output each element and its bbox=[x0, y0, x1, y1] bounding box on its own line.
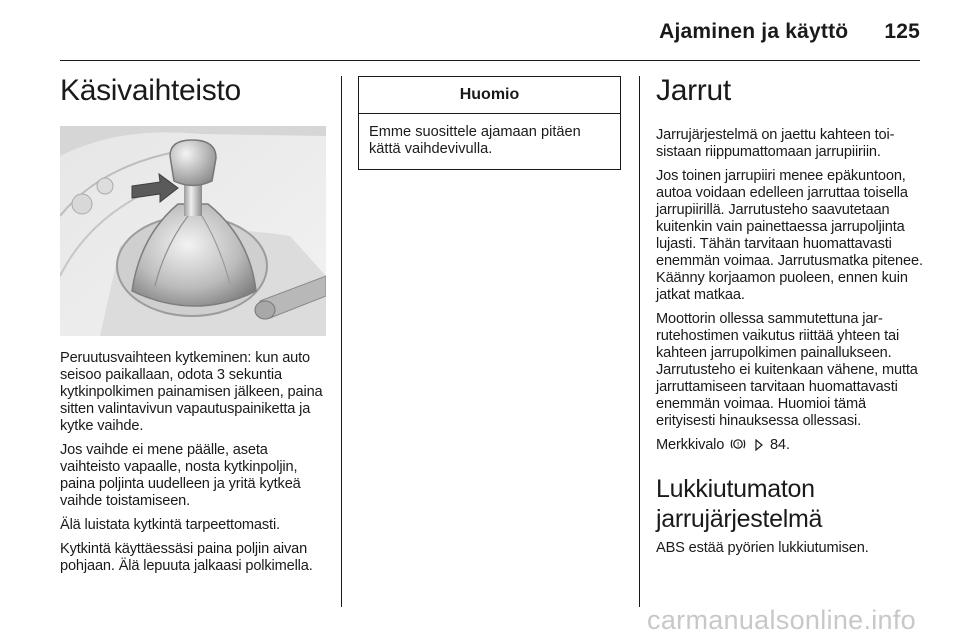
paragraph: Jos vaihde ei mene päälle, aseta vaihteisto vapaalle, nosta kytkinpoljin, paina poljinta uudelleen ja yritä kytkeä vaihde toistamiseen. bbox=[60, 442, 301, 509]
brake-warning-icon bbox=[730, 437, 746, 456]
paragraph: Kytkintä käyttäessäsi paina poljin aivan pohjaan. Älä lepuuta jalkaasi polkimella. bbox=[60, 541, 313, 574]
paragraph: Peruutusvaihteen kytkeminen: kun auto seisoo paikallaan, odota 3 sekuntia kytkinpolkimen painamisen jälkeen, paina sitten valintavivun vapautuspainiketta ja kytke vaihde. bbox=[60, 350, 323, 434]
section-title-abs: Lukkiutumaton jarrujärjestelmä bbox=[656, 475, 823, 533]
paragraph: Jarrujärjestelmä on jaettu kahteen toisistaan riippumattomaan jarrupiiriin. bbox=[656, 127, 895, 160]
middle-column bbox=[358, 74, 621, 170]
page-number: 125 bbox=[884, 20, 920, 43]
column-divider-right bbox=[639, 76, 640, 607]
page-header bbox=[659, 20, 920, 44]
paragraph: ABS estää pyörien lukkiutumisen. bbox=[656, 540, 869, 556]
reference-page[interactable]: 84. bbox=[769, 437, 790, 453]
notice-box bbox=[358, 76, 621, 170]
left-text-block bbox=[60, 350, 326, 575]
gear-shift-illustration-icon bbox=[60, 126, 326, 336]
page-reference-icon[interactable] bbox=[754, 439, 764, 456]
paragraph: Jos toinen jarrupiiri menee epäkuntoon, autoa voidaan edelleen jarruttaa toisella jarrupiirillä. Jarrutusteho saavutetaan kuitenkin vain painettaessa jarrupoljinta lujasti. Tähän tarvitaan huomattavasti enemmän voimaa. Jarrutusmatka pitenee. Käänny korjaamon puoleen, ennen kuin jatkat matkaa. bbox=[656, 168, 923, 303]
gear-shift-illustration bbox=[60, 126, 326, 336]
section-title-brakes: Jarrut bbox=[656, 74, 731, 107]
notice-text: Emme suosittele ajamaan pitäen kättä vaihdevivulla. bbox=[369, 124, 581, 157]
right-column bbox=[656, 74, 924, 564]
paragraph: Moottorin ollessa sammutettuna jarrutehostimen vaikutus riittää yhteen tai kahteen jarrupolkimen painallukseen. Jarrutusteho ei kuitenkaan vähene, mutta jarruttamiseen tarvitaan huomattavasti enemmän voimaa. Huomioi tämä erityisesti hinauksessa ollessasi. bbox=[656, 311, 918, 429]
paragraph: Älä luistata kytkintä tarpeettomasti. bbox=[60, 517, 280, 533]
watermark: carmanualsonline.info bbox=[647, 605, 916, 635]
chapter-title: Ajaminen ja käyttö bbox=[659, 20, 849, 43]
reference-label: Merkkivalo bbox=[656, 437, 725, 453]
notice-title: Huomio bbox=[359, 77, 620, 114]
header-rule bbox=[60, 60, 920, 61]
svg-text:!: ! bbox=[737, 441, 740, 449]
left-column bbox=[60, 74, 326, 582]
section-title-manual-transmission: Käsivaihteisto bbox=[60, 74, 241, 107]
column-divider-left bbox=[341, 76, 342, 607]
reference-line bbox=[656, 437, 924, 456]
